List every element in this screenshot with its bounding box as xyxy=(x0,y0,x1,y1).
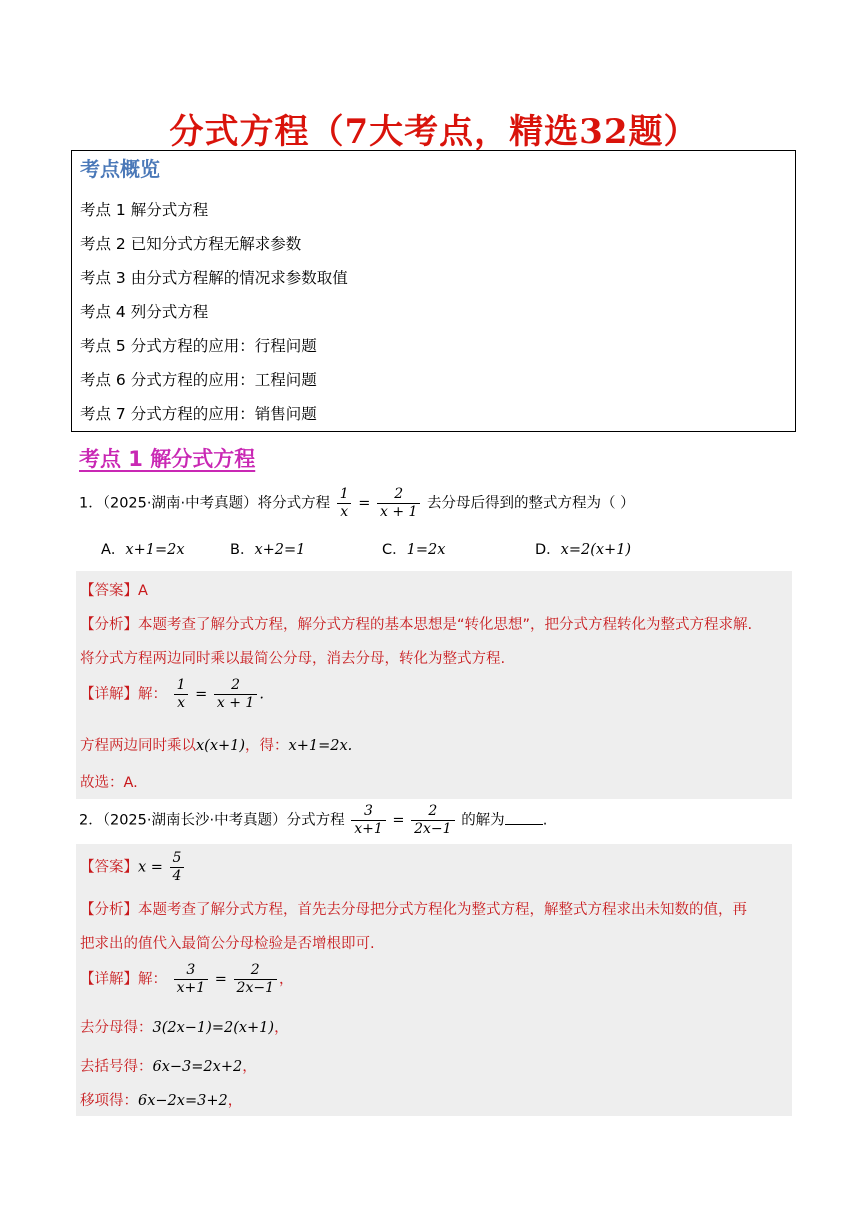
solution-box-2 xyxy=(76,844,792,1116)
analysis-line: 【分析】本题考查了解分式方程，首先去分母把分式方程化为整式方程，解整式方程求出未知数的值，再 xyxy=(80,902,747,918)
step-line: 去分母得：3(2x−1)=2(x+1)， xyxy=(80,1020,289,1036)
option-c: C．1=2x xyxy=(382,542,446,558)
answer-line: 【答案】x = $\frac{5}{4}$ xyxy=(80,850,186,885)
question-2 xyxy=(79,803,547,838)
option-b: B．x+2=1 xyxy=(230,542,306,558)
answer-line: 【答案】A xyxy=(80,583,148,599)
question-2-end: . xyxy=(542,812,548,829)
overview-box xyxy=(71,150,796,432)
question-2-suffix: 的解为 xyxy=(461,812,505,829)
step-line: 移项得：6x−2x=3+2， xyxy=(80,1093,243,1109)
question-1 xyxy=(79,486,635,521)
step-line: 方程两边同时乘以x(x+1)，得：x+1=2x. xyxy=(80,738,353,754)
conclusion-line: 故选：A. xyxy=(80,775,138,791)
equals-sign: = xyxy=(392,812,405,829)
overview-item-1: 考点 1 解分式方程 xyxy=(80,201,209,219)
option-d: D．x=2(x+1) xyxy=(535,542,632,558)
question-2-prefix: 2．（2025·湖南长沙·中考真题）分式方程 xyxy=(79,812,345,829)
section-heading: 考点 1 解分式方程 xyxy=(79,447,256,471)
option-a: A．x+1=2x xyxy=(101,542,185,558)
answer-blank xyxy=(505,810,543,825)
overview-item-2: 考点 2 已知分式方程无解求参数 xyxy=(80,235,302,253)
detail-line: 【详解】解： $\frac{1}{x}$ = $\frac{2}{x + 1}$ . xyxy=(80,677,264,711)
overview-item-4: 考点 4 列分式方程 xyxy=(80,303,209,321)
overview-item-3: 考点 3 由分式方程解的情况求参数取值 xyxy=(80,269,348,287)
step-line: 去括号得：6x−3=2x+2， xyxy=(80,1059,257,1075)
detail-line: 【详解】解： $\frac{3}{x+1}$ = $\frac{2}{2x-1}$ ， xyxy=(80,962,294,996)
analysis-line-2: 把求出的值代入最简公分母检验是否增根即可. xyxy=(80,936,375,952)
question-1-suffix: 去分母后得到的整式方程为（ ） xyxy=(427,495,635,512)
fraction: $\frac{3}{x+1}$ xyxy=(351,803,386,838)
overview-item-6: 考点 6 分式方程的应用：工程问题 xyxy=(80,371,317,389)
analysis-line: 【分析】本题考查了解分式方程，解分式方程的基本思想是“转化思想”，把分式方程转化为整式方程求解. xyxy=(80,617,753,633)
fraction: $\frac{2}{2x-1}$ xyxy=(411,803,454,838)
solution-box-1 xyxy=(76,571,792,799)
overview-item-5: 考点 5 分式方程的应用：行程问题 xyxy=(80,337,317,355)
overview-item-7: 考点 7 分式方程的应用：销售问题 xyxy=(80,405,317,423)
equals-sign: = xyxy=(358,495,371,512)
page-title: 分式方程（7大考点，精选32题） xyxy=(169,112,699,152)
overview-heading: 考点概览 xyxy=(80,157,160,181)
fraction: $\frac{1}{x}$ xyxy=(337,486,352,521)
analysis-line-2: 将分式方程两边同时乘以最简公分母，消去分母，转化为整式方程. xyxy=(80,651,506,667)
question-1-prefix: 1．（2025·湖南·中考真题）将分式方程 xyxy=(79,495,331,512)
fraction: $\frac{2}{x + 1}$ xyxy=(377,486,420,521)
